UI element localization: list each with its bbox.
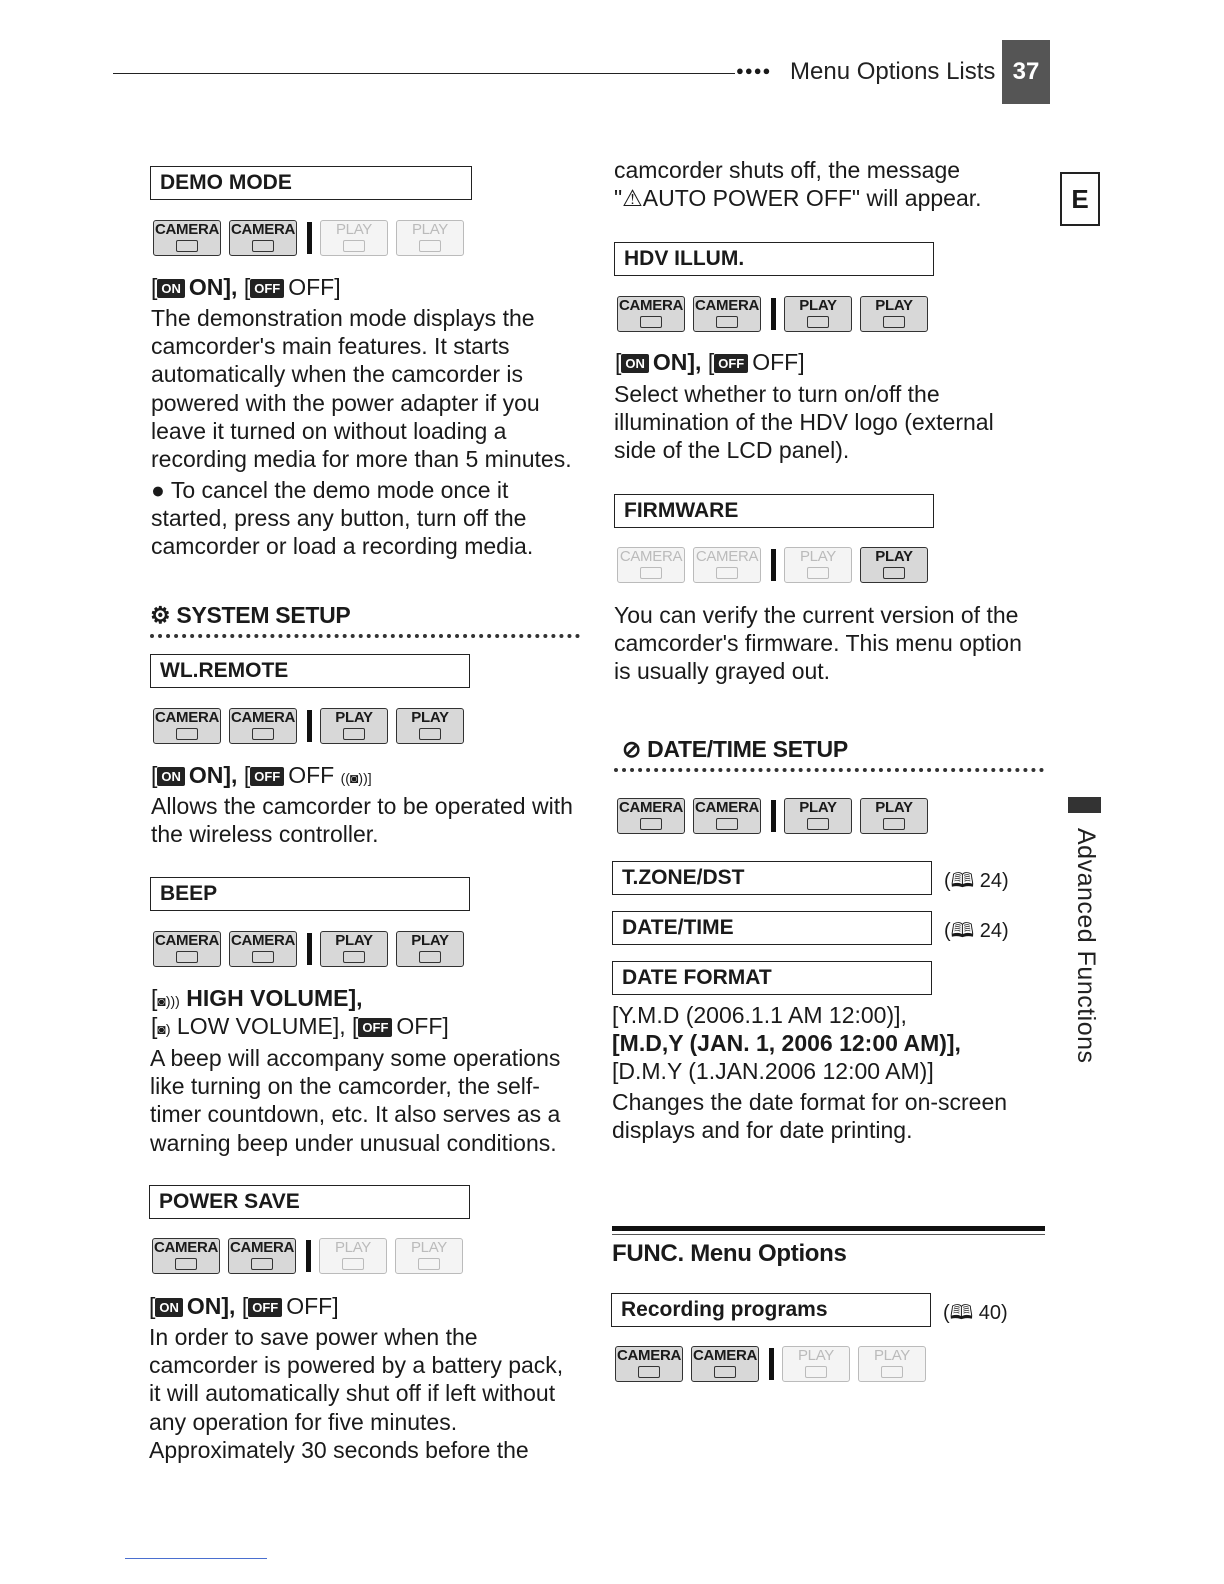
date-format-description: Changes the date format for on-screen displays and for date printing. xyxy=(612,1089,1008,1144)
menu-item-title: BEEP xyxy=(160,882,218,905)
play-card-mode-icon: PLAY xyxy=(395,1238,463,1274)
date-format-option-dmy: [D.M.Y (1.JAN.2006 12:00 AM)] xyxy=(612,1058,934,1084)
mode-separator xyxy=(771,800,776,832)
section-tab-label: Advanced Functions xyxy=(1072,828,1100,1064)
play-tape-mode-icon: PLAY xyxy=(784,798,852,834)
mode-icons-beep xyxy=(153,929,472,969)
play-tape-mode-icon: PLAY xyxy=(784,296,852,332)
demo-options: [ ON ON], [ OFF OFF] xyxy=(151,274,341,300)
menu-item-power-save xyxy=(149,1185,470,1219)
section-rule xyxy=(612,1226,1045,1231)
remote-sensor-icon: ((◙))] xyxy=(340,770,372,786)
menu-item-date-time xyxy=(612,911,932,945)
camera-card-mode-icon: CAMERA xyxy=(229,220,297,256)
off-icon: OFF xyxy=(248,1298,282,1317)
camera-card-mode-icon: CAMERA xyxy=(229,931,297,967)
camera-tape-mode-icon: CAMERA xyxy=(153,708,221,744)
menu-item-title: DATE/TIME xyxy=(622,916,734,939)
speaker-low-icon: ◙) xyxy=(157,1021,171,1037)
page-reference: (🕮 24) xyxy=(944,870,1009,892)
menu-item-firmware xyxy=(614,494,934,528)
mode-separator xyxy=(306,1240,311,1272)
menu-item-title: FIRMWARE xyxy=(624,499,739,522)
play-card-mode-icon: PLAY xyxy=(860,296,928,332)
camera-card-mode-icon: CAMERA xyxy=(228,1238,296,1274)
menu-item-recording-programs xyxy=(611,1293,931,1327)
play-tape-mode-icon: PLAY xyxy=(784,547,852,583)
power-save-continuation: camcorder shuts off, the message "⚠AUTO POWER OFF" will appear. xyxy=(614,157,982,212)
off-icon: OFF xyxy=(250,767,284,786)
hdv-illum-options: [ ON ON], [ OFF OFF] xyxy=(615,349,805,375)
off-icon: OFF xyxy=(714,354,748,373)
language-tab: E xyxy=(1060,172,1100,226)
wl-remote-options: [ ON ON], [ OFF OFF ((◙))] xyxy=(151,762,372,788)
mode-icons-power-save xyxy=(152,1236,471,1276)
camera-card-mode-icon: CAMERA xyxy=(693,547,761,583)
clock-icon: ⊘ xyxy=(622,736,648,762)
mode-icons-recording-programs xyxy=(615,1344,934,1384)
hdv-illum-description: Select whether to turn on/off the illumination of the HDV logo (external side of the LCD panel). xyxy=(614,381,994,464)
header-title: Menu Options Lists xyxy=(790,58,996,85)
off-icon: OFF xyxy=(250,279,284,298)
mode-separator xyxy=(307,710,312,742)
mode-icons-demo xyxy=(153,218,472,258)
beep-option-low: [◙) LOW VOLUME], [ OFF OFF] xyxy=(151,1013,449,1039)
side-marker xyxy=(1068,797,1101,813)
menu-item-title: WL.REMOTE xyxy=(160,659,289,682)
mode-icons-wl-remote xyxy=(153,706,472,746)
header-dots: ●●●● xyxy=(736,63,772,78)
page-number: 37 xyxy=(1002,40,1050,104)
on-icon: ON xyxy=(621,354,649,373)
demo-note: ● To cancel the demo mode once it started, press any button, turn off the camcorder or load a recording media. xyxy=(151,477,534,560)
menu-item-beep xyxy=(150,877,470,911)
page-reference: (🕮 24) xyxy=(944,920,1009,942)
power-save-description: In order to save power when the camcorder is powered by a battery pack, it will automatically shut off if left without any operation for five minutes. Approximately 30 seconds before the xyxy=(149,1324,564,1463)
play-tape-mode-icon: PLAY xyxy=(319,1238,387,1274)
play-card-mode-icon: PLAY xyxy=(858,1346,926,1382)
camera-tape-mode-icon: CAMERA xyxy=(152,1238,220,1274)
mode-separator xyxy=(307,222,312,254)
camera-card-mode-icon: CAMERA xyxy=(693,798,761,834)
demo-description: The demonstration mode displays the camcorder's main features. It starts automatically when the camcorder is powered with the power adapter if you leave it turned on without loading a recording media for more than 5 minutes. xyxy=(151,305,572,473)
date-format-option-mdy: [M.D,Y (JAN. 1, 2006 12:00 AM)], xyxy=(612,1030,961,1056)
play-card-mode-icon: PLAY xyxy=(860,547,928,583)
play-tape-mode-icon: PLAY xyxy=(320,931,388,967)
mode-separator xyxy=(771,549,776,581)
play-card-mode-icon: PLAY xyxy=(396,708,464,744)
play-tape-mode-icon: PLAY xyxy=(320,708,388,744)
menu-item-title: DATE FORMAT xyxy=(622,966,772,989)
off-icon: OFF xyxy=(358,1018,392,1037)
menu-item-tzone-dst xyxy=(612,861,932,895)
camera-tape-mode-icon: CAMERA xyxy=(153,220,221,256)
camera-tape-mode-icon: CAMERA xyxy=(617,296,685,332)
menu-item-title: Recording programs xyxy=(621,1298,828,1321)
system-setup-heading: ⚙ SYSTEM SETUP xyxy=(150,602,351,628)
on-icon: ON xyxy=(157,279,185,298)
firmware-description: You can verify the current version of the camcorder's firmware. This menu option is usually grayed out. xyxy=(614,602,1022,685)
menu-item-title: DEMO MODE xyxy=(160,171,292,194)
play-tape-mode-icon: PLAY xyxy=(782,1346,850,1382)
page-reference: (🕮 40) xyxy=(943,1302,1008,1324)
mode-icons-firmware xyxy=(617,545,936,585)
camera-tape-mode-icon: CAMERA xyxy=(615,1346,683,1382)
mode-separator xyxy=(307,933,312,965)
power-save-options: [ ON ON], [ OFF OFF] xyxy=(149,1293,339,1319)
play-card-mode-icon: PLAY xyxy=(396,931,464,967)
wl-remote-description: Allows the camcorder to be operated with the wireless controller. xyxy=(151,793,573,848)
func-menu-heading: FUNC. Menu Options xyxy=(612,1240,847,1267)
footer-rule xyxy=(125,1558,267,1559)
date-format-option-ymd: [Y.M.D (2006.1.1 AM 12:00)], xyxy=(612,1002,907,1028)
date-time-setup-heading: ⊘ DATE/TIME SETUP xyxy=(622,736,848,762)
camera-card-mode-icon: CAMERA xyxy=(693,296,761,332)
dotted-divider xyxy=(614,768,1044,772)
camera-tape-mode-icon: CAMERA xyxy=(153,931,221,967)
camera-tape-mode-icon: CAMERA xyxy=(617,798,685,834)
menu-item-date-format xyxy=(612,961,932,995)
mode-icons-hdv-illum xyxy=(617,294,936,334)
section-rule-thin xyxy=(612,1234,1045,1235)
camera-tape-mode-icon: CAMERA xyxy=(617,547,685,583)
beep-option-high: [◙))) HIGH VOLUME], xyxy=(151,985,363,1011)
menu-item-wl-remote xyxy=(150,654,470,688)
menu-item-demo-mode xyxy=(150,166,472,200)
menu-item-title: T.ZONE/DST xyxy=(622,866,745,889)
menu-item-title: POWER SAVE xyxy=(159,1190,300,1213)
beep-description: A beep will accompany some operations like turning on the camcorder, the self-timer countdown, etc. It also serves as a warning beep under unusual conditions. xyxy=(150,1045,561,1156)
system-setup-icon: ⚙ xyxy=(150,602,177,628)
play-card-mode-icon: PLAY xyxy=(396,220,464,256)
mode-icons-date-time xyxy=(617,796,936,836)
speaker-high-icon: ◙))) xyxy=(157,993,180,1009)
play-tape-mode-icon: PLAY xyxy=(320,220,388,256)
mode-separator xyxy=(769,1348,774,1380)
play-card-mode-icon: PLAY xyxy=(860,798,928,834)
dotted-divider xyxy=(150,634,580,638)
camera-card-mode-icon: CAMERA xyxy=(691,1346,759,1382)
menu-item-title: HDV ILLUM. xyxy=(624,247,745,270)
on-icon: ON xyxy=(157,767,185,786)
menu-item-hdv-illum xyxy=(614,242,934,276)
header-rule xyxy=(113,73,735,74)
mode-separator xyxy=(771,298,776,330)
on-icon: ON xyxy=(155,1298,183,1317)
camera-card-mode-icon: CAMERA xyxy=(229,708,297,744)
